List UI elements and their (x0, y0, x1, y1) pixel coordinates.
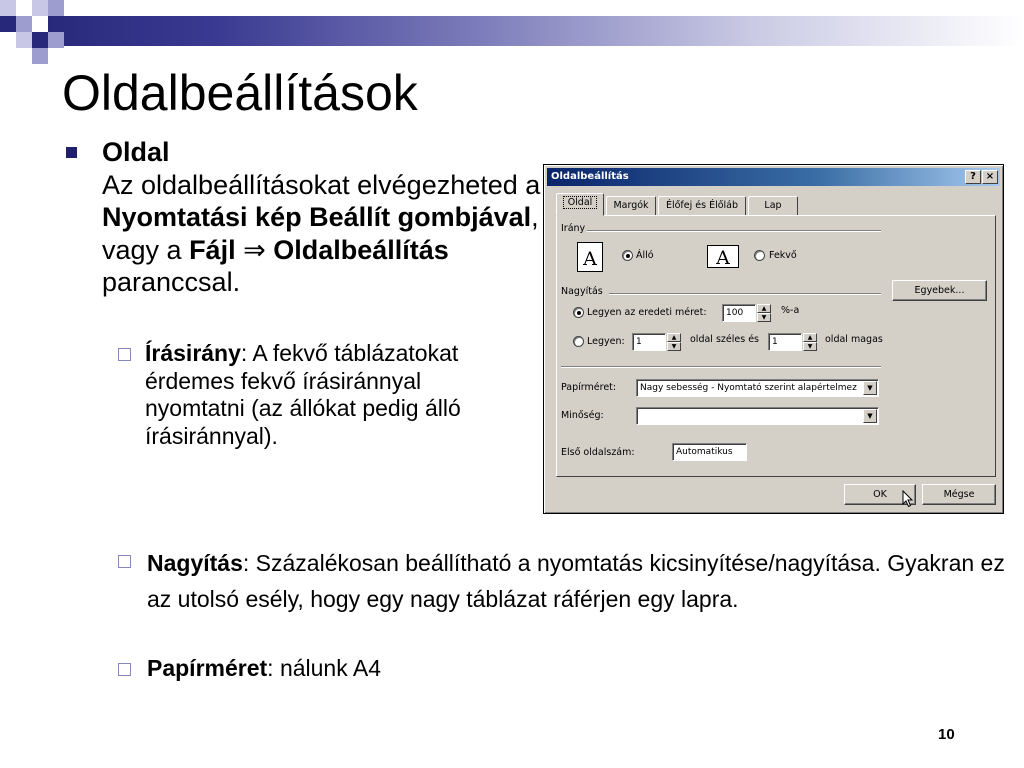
sub-bullet-box (118, 555, 131, 568)
fit-wide-spinner[interactable]: ▲ ▼ (667, 333, 681, 351)
sub-text: : Százalékosan beállítható a nyomtatás kicsinyítése/nagyítása. Gyakran ez az utolsó esély, hogy egy nagy táblázat ráférjen egy lapra. (147, 550, 1005, 612)
landscape-page-icon: A (707, 245, 739, 268)
main-bold-2: Fájl (189, 234, 236, 265)
portrait-page-icon: A (577, 242, 603, 272)
dialog-titlebar (547, 168, 1000, 186)
first-page-input[interactable]: Automatikus (672, 443, 747, 461)
tab-margins[interactable]: Margók (606, 196, 656, 216)
group-divider (609, 293, 881, 295)
paper-size-label: Papírméret: (561, 382, 617, 393)
adjust-to-radio[interactable] (573, 307, 584, 318)
adjust-spinner[interactable]: ▲ ▼ (757, 304, 771, 322)
header-square (0, 16, 16, 32)
header-square (32, 0, 48, 16)
group-divider (561, 366, 881, 368)
close-button[interactable]: × (982, 170, 998, 184)
sub-term: Írásirány (145, 340, 241, 366)
tab-sheet[interactable]: Lap (748, 196, 798, 216)
sub-bullet-box (118, 348, 131, 361)
main-bold-1: Nyomtatási kép Beállít gombjával (102, 202, 532, 232)
header-square (16, 0, 32, 16)
sub-text: : A fekvő táblázatokat érdemes fekvő írásiránnyal nyomtatni (az állókat pedig álló írásiránnyal). (145, 340, 461, 449)
help-button[interactable]: ? (965, 170, 981, 184)
header-square (32, 48, 48, 64)
header-square (16, 32, 32, 48)
sub-term: Papírméret (147, 655, 268, 681)
header-square (0, 0, 16, 16)
main-heading: Oldal (102, 137, 170, 167)
fit-to-radio[interactable] (573, 336, 584, 347)
adjust-to-label[interactable]: Legyen az eredeti méret: (587, 307, 707, 318)
paper-size-select[interactable] (636, 379, 879, 397)
chevron-down-icon[interactable]: ▼ (863, 381, 877, 395)
sub-item-paper (147, 655, 747, 683)
header-square (32, 32, 48, 48)
page-setup-dialog (543, 164, 1004, 514)
fit-wide-input[interactable]: 1 (632, 333, 666, 351)
main-bold-3: Oldalbeállítás (273, 234, 449, 265)
sub-bullet-box (118, 663, 131, 676)
quality-select[interactable] (636, 407, 879, 425)
main-text-1: Az oldalbeállításokat elvégezheted a (102, 169, 541, 200)
sub-text: : nálunk A4 (267, 655, 381, 681)
header-square (16, 16, 32, 32)
main-bullet-text (102, 136, 542, 299)
bullet-square (66, 147, 77, 158)
tab-panel (556, 215, 996, 477)
fit-tall-input[interactable]: 1 (768, 333, 802, 351)
dialog-title: Oldalbeállítás (551, 171, 629, 182)
fit-wide-suffix: oldal széles és (690, 334, 759, 345)
header-square (48, 0, 64, 16)
portrait-label[interactable]: Álló (636, 250, 654, 261)
page-number: 10 (938, 726, 955, 743)
portrait-radio[interactable] (622, 250, 633, 261)
tab-page[interactable]: Oldal (556, 193, 604, 216)
ok-button[interactable]: OK (844, 484, 916, 505)
tab-header-footer[interactable]: Élőfej és Élőláb (658, 196, 746, 216)
landscape-radio[interactable] (754, 250, 765, 261)
slide-title: Oldalbeállítások (62, 65, 418, 121)
fit-tall-suffix: oldal magas (825, 334, 883, 345)
menu-arrow: ⇒ (243, 234, 266, 265)
options-button[interactable]: Egyebek... (892, 280, 987, 301)
sub-item-orientation (145, 340, 520, 450)
orientation-group-label: Irány (561, 223, 586, 234)
first-page-label: Első oldalszám: (561, 447, 635, 458)
sub-term: Nagyítás (147, 550, 243, 576)
group-divider (587, 230, 881, 232)
chevron-down-icon[interactable]: ▼ (863, 409, 877, 423)
header-square (32, 16, 48, 32)
sub-item-scaling (147, 545, 1007, 617)
header-gradient-bar (40, 16, 1024, 46)
header-square (48, 32, 64, 48)
cancel-button[interactable]: Mégse (922, 484, 996, 505)
fit-to-label[interactable]: Legyen: (587, 336, 625, 347)
main-text-2: , vagy a (102, 202, 539, 265)
scaling-group-label: Nagyítás (561, 286, 603, 297)
adjust-percent-input[interactable]: 100 (722, 304, 756, 322)
adjust-suffix: %-a (781, 305, 800, 316)
main-text-3: paranccsal. (102, 267, 241, 297)
landscape-label[interactable]: Fekvő (769, 250, 797, 261)
mouse-cursor-icon (902, 490, 914, 508)
quality-label: Minőség: (561, 410, 604, 421)
fit-tall-spinner[interactable]: ▲ ▼ (803, 333, 817, 351)
paper-size-value: Nagy sebesség - Nyomtató szerint alapértelmez (640, 383, 857, 393)
